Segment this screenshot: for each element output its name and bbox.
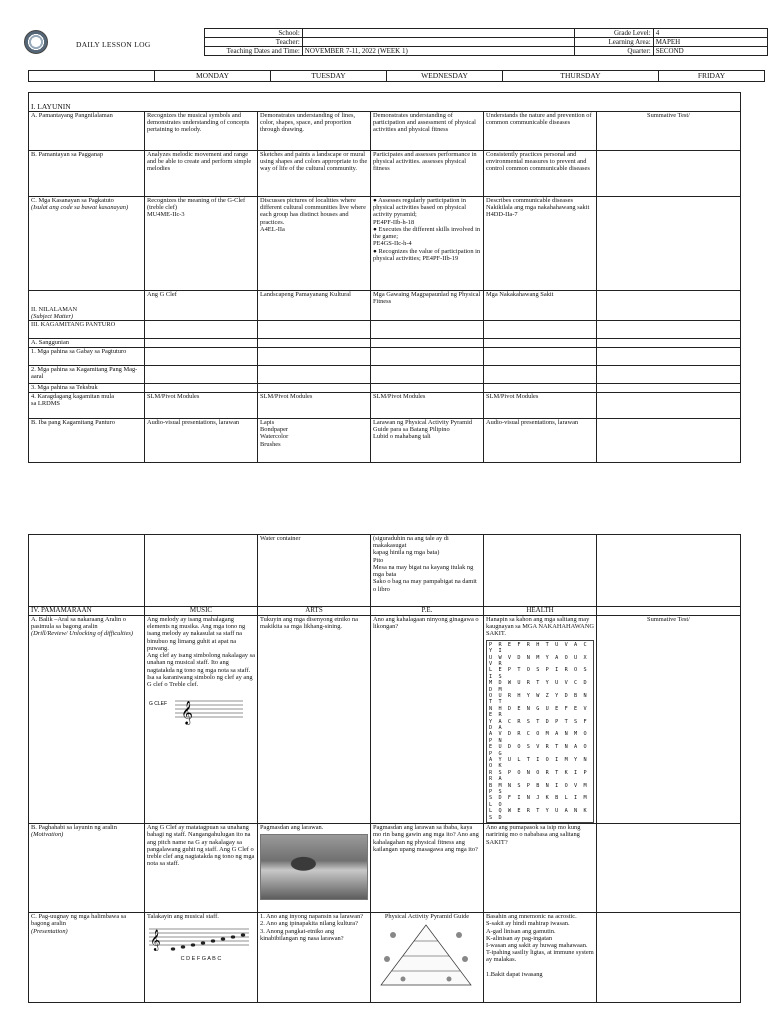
teacher-value xyxy=(302,38,575,47)
cell xyxy=(371,366,484,384)
cell: SLM/Pivot Modules xyxy=(484,393,597,419)
cell: Recognizes the meaning of the G-Clef (treble clef) MU4ME-IIc-3 xyxy=(145,197,258,291)
school-value xyxy=(302,29,575,38)
deped-seal-icon xyxy=(24,30,48,54)
subject-music: MUSIC xyxy=(145,607,258,616)
balik-health-cell xyxy=(484,616,597,824)
cell: Basahin ang mnemonic na acrostic. S-sakit ay hindi mahirap iwasan. A-gad linisan ang gamutin. K-alinisan ay pag-ingatan I-wasan ang sakit ay huwag mahawaan. T-ipahing sasiliy ligtas, at immune system ay malakas. 1.Bakit dapat iwasang xyxy=(484,913,597,1003)
word-search-row: E U D O S V R T N A O P G xyxy=(489,744,589,757)
word-search-grid xyxy=(486,640,594,823)
word-search-row: R S P O N O R T K I P R A xyxy=(489,769,589,783)
cell: Describes communicable diseases Nakikilala ang mga nakahahawang sakit H4DD-IIa-7 xyxy=(484,197,597,291)
word-search-row: A Y U L T I O I M Y N O K xyxy=(489,757,589,770)
learning-area-label: Learning Area: xyxy=(575,38,653,47)
word-search-row: L Q W E R T Y U A N K S D xyxy=(489,808,589,821)
word-search-row: N H D E N G U E F E V E R xyxy=(489,705,589,719)
cell-friday: Summative Test/ xyxy=(597,112,741,151)
grade-level-label: Grade Level: xyxy=(575,29,653,38)
cell: SLM/Pivot Modules xyxy=(258,393,371,419)
cell: Ano ang pumapasok sa isip mo kung naririnig mo o nababasa ang salitang SAKIT? xyxy=(484,824,597,913)
subject-health: HEALTH xyxy=(484,607,597,616)
row-label-kagamitang-panturo: III. KAGAMITANG PANTURO xyxy=(29,321,145,339)
cell: Participates and assesses performance in physical activities. assesses physical fitness xyxy=(371,151,484,197)
cell xyxy=(484,348,597,366)
cell: Lapis Bondpaper Watercolor Brushes xyxy=(258,419,371,463)
pag-uugnay-music-text: Talakayin ang musical staff. xyxy=(147,913,219,921)
pag-uugnay-label: C. Pag-uugnay ng mga halimbawa sa bagong aralin xyxy=(31,913,127,928)
cell: Demonstrates understanding of participation and assessment of physical activities and physical fitness xyxy=(371,112,484,151)
cell xyxy=(258,366,371,384)
cell: Sketches and paints a landscape or mural using shapes and colors appropriate to the way of life of the cultural community. xyxy=(258,151,371,197)
balik-aral-note: (Drill/Review/ Unlocking of difficulties) xyxy=(31,630,134,638)
cell: Analyzes melodic movement and range and be able to create and perform simple melodies xyxy=(145,151,258,197)
word-search-row: U W V D N M Y A O U X V R xyxy=(489,654,589,667)
cell: Pagmasdan ang larawan sa ibaba, kaya mo rin bang gawin ang mga ito? Ano ang kahalagahan ng physical fitness ang kailangan upang masagawa ang mga ito? xyxy=(371,824,484,913)
quarter-value: SECOND xyxy=(653,47,767,56)
header-info-table xyxy=(204,28,768,56)
kasanayan-label: C. Mga Kasanayan sa Pagkatuto xyxy=(31,197,114,204)
cell xyxy=(597,913,741,1003)
cell: Mga Gawaing Magpapaunlad ng Physical Fitness xyxy=(371,291,484,321)
pyramid-title: Physical Activity Pyramid Guide xyxy=(384,913,470,921)
word-search-row: M D W U R T Y U V C D D M xyxy=(489,680,589,693)
row-label-nilalaman xyxy=(29,291,145,321)
cell xyxy=(597,384,741,393)
cell xyxy=(371,348,484,366)
day-tuesday: TUESDAY xyxy=(271,71,387,82)
cell: Landscapeng Pamayanang Kultural xyxy=(258,291,371,321)
g-clef-staff-illustration xyxy=(147,691,247,725)
cell xyxy=(258,339,371,348)
teaching-dates-value: NOVEMBER 7-11, 2022 (WEEK 1) xyxy=(302,47,575,56)
cell xyxy=(484,339,597,348)
cell xyxy=(484,384,597,393)
cell xyxy=(371,321,484,339)
cell: (siguraduhin na ang tale ay di makakasugat kapag hinila ng mga bata) Pito Mesa na may bigat na kayang itulak ng mga bata Sako o bag na may pampabigat na damit o libro xyxy=(371,535,484,607)
pag-uugnay-note: (Presentation) xyxy=(31,927,68,935)
nilalaman-note: (Subject Matter) xyxy=(31,312,74,320)
layunin-label: I. LAYUNIN xyxy=(31,101,71,111)
cultural-community-photo xyxy=(260,834,368,900)
cell xyxy=(484,366,597,384)
learning-area-value: MAPEH xyxy=(653,38,767,47)
cell: 1. Ano ang inyong napansin sa larawan? 2. Ano ang ipinapakita nilang kultura? 3. Anong pangkat-etniko ang kinabibilangan ng nasa larawan? xyxy=(258,913,371,1003)
teaching-dates-label: Teaching Dates and Time: xyxy=(205,47,303,56)
cell xyxy=(597,393,741,419)
pag-uugnay-music-cell xyxy=(145,913,258,1003)
cell xyxy=(597,291,741,321)
cell xyxy=(371,339,484,348)
cell xyxy=(597,151,741,197)
row-label-mga-kasanayan xyxy=(29,197,145,291)
cell: Larawan ng Physical Activity Pyramid Guide para sa Batang Pilipino Lubid o mahabang tali xyxy=(371,419,484,463)
row-label-pag-uugnay xyxy=(29,913,145,1003)
paghahabi-note: (Motivation) xyxy=(31,831,64,839)
cell: Consistently practices personal and environmental measures to prevent and control common communicable diseases xyxy=(484,151,597,197)
cell: Audio-visual presentations, larawan xyxy=(484,419,597,463)
cell xyxy=(597,366,741,384)
row-label-gabay: 1. Mga pahina sa Gabay sa Pagtuturo xyxy=(29,348,145,366)
cell xyxy=(145,384,258,393)
cell: Ano ang kahalagaan ninyong ginagawa o likongan? xyxy=(371,616,484,824)
word-search-row: L E P T O S P I R O S I S xyxy=(489,667,589,680)
cell: SLM/Pivot Modules xyxy=(145,393,258,419)
layunin-heading xyxy=(29,93,741,112)
cell: Understands the nature and prevention of common communicable diseases xyxy=(484,112,597,151)
cell: Mga Nakakahawang Sakit xyxy=(484,291,597,321)
physical-activity-pyramid-illustration xyxy=(373,921,479,991)
cell xyxy=(484,321,597,339)
lesson-table-page-1 xyxy=(28,92,741,463)
paghahabi-arts-text: Pagmasdan ang larawan. xyxy=(260,824,324,832)
day-header-table xyxy=(28,70,765,82)
paghahabi-arts-cell xyxy=(258,824,371,913)
cell: Water container xyxy=(258,535,371,607)
day-friday: FRIDAY xyxy=(659,71,765,82)
day-wednesday: WEDNESDAY xyxy=(387,71,503,82)
day-header-blank xyxy=(29,71,155,82)
cell xyxy=(29,535,145,607)
cell xyxy=(371,384,484,393)
cell-friday: Summative Test/ xyxy=(597,616,741,824)
staff-note-names: C D E F G A B C xyxy=(180,955,222,962)
pamamaraan-label: IV. PAMAMARAAN xyxy=(29,607,145,616)
cell xyxy=(597,197,741,291)
row-label-balik-aral xyxy=(29,616,145,824)
balik-health-text: Hanapin sa kahon ang mga salitang may kaugnayan sa MGA NAKAHAHAWANG SAKIT. xyxy=(486,616,594,638)
balik-music-cell xyxy=(145,616,258,824)
musical-staff-illustration xyxy=(147,923,251,953)
cell xyxy=(258,321,371,339)
subject-pe: P.E. xyxy=(371,607,484,616)
cell: Ang G Clef ay matatagpuan sa unahang bahagi ng staff. Nangangahulugan ito na ang pitch name na G ay nakalagay sa pangalawang guhit ng staff. Ang G Clef o treble clef ang nagtatakda ng tono ng mga nota sa staff. xyxy=(145,824,258,913)
word-search-row: Y A C R S T D P T S F D A xyxy=(489,718,589,731)
lesson-table-page-2 xyxy=(28,534,741,1003)
cell: Demonstrates understanding of lines, color, shapes, space, and proportion through drawing. xyxy=(258,112,371,151)
day-monday: MONDAY xyxy=(155,71,271,82)
row-label-teksbuk: 3. Mga pahina sa Teksbuk xyxy=(29,384,145,393)
cell xyxy=(258,384,371,393)
cell: ● Assesses regularly participation in physical activities based on physical activity pyramid; PE4PF-IIb-h-18 ● Executes the different skills involved in the game; PE4GS-IIc-h-4 ● Recognizes the value of participation in physical activities; PE4PF-IIb-19 xyxy=(371,197,484,291)
grade-level-value: 4 xyxy=(653,29,767,38)
balik-aral-label: A. Balik –Aral sa nakaraang Aralin o pasimula sa bagong aralin xyxy=(31,616,126,631)
cell xyxy=(145,321,258,339)
cell: Recognizes the musical symbols and demonstrates understanding of concepts pertaining to melody. xyxy=(145,112,258,151)
row-label-sanggunian: A. Sanggunian xyxy=(29,339,145,348)
cell xyxy=(597,824,741,913)
cell xyxy=(597,348,741,366)
word-search-row: A V D R C O M A N M O P N xyxy=(489,731,589,744)
row-label-lrdms: 4. Karagdagang kagamitan mula sa LRDMS xyxy=(29,393,145,419)
school-label: School: xyxy=(205,29,303,38)
subject-arts: ARTS xyxy=(258,607,371,616)
pag-uugnay-pe-cell xyxy=(371,913,484,1003)
document-title: DAILY LESSON LOG xyxy=(76,40,151,49)
cell xyxy=(597,419,741,463)
paghahabi-label: B. Paghahabi sa layunin ng aralin xyxy=(31,824,117,832)
cell xyxy=(145,366,258,384)
subject-friday xyxy=(597,607,741,616)
word-search-row: B M N S P B N I O V M P S xyxy=(489,782,589,796)
g-clef-caption: G CLEF xyxy=(149,701,168,708)
cell xyxy=(145,348,258,366)
cell: Discusses pictures of localities where different cultural communities live where each group has distinct houses and practices. A4EL-IIa xyxy=(258,197,371,291)
teacher-label: Teacher: xyxy=(205,38,303,47)
row-label-pamantayang-pangnilalaman: A. Pamantayang Pangnilalaman xyxy=(29,112,145,151)
word-search-row: P R E F R H T U V A C Y I xyxy=(489,641,589,655)
cell xyxy=(145,535,258,607)
cell: SLM/Pivot Modules xyxy=(371,393,484,419)
quarter-label: Quarter: xyxy=(575,47,653,56)
treble-clef-icon: 𝄞 xyxy=(181,700,193,725)
cell xyxy=(597,321,741,339)
word-search-row: O U R H Y W Z Y D B N T T xyxy=(489,692,589,706)
cell: Ang G Clef xyxy=(145,291,258,321)
balik-music-text: Ang melody ay isang mahalagang elements ng musika. Ang mga tono ng isang melody ay nakasulat sa staff na binubuo ng limang guhit at apat na puwang. Ang clef ay isang simbolong nakalagay sa unahan ng musical staff. Ito ang nagtatakda ng tono ng mga nota sa staff. Isa sa karaniwang simbolo ng clef ay ang G clef o Treble clef. xyxy=(147,616,255,689)
treble-clef-icon: 𝄞 xyxy=(150,930,161,952)
kasanayan-note: (Isulat ang code sa bawat kasanayan) xyxy=(31,204,129,212)
cell: Tukuyin ang mga disenyong etniko na makikita sa mga likhang-sining. xyxy=(258,616,371,824)
cell xyxy=(258,348,371,366)
cell xyxy=(597,339,741,348)
row-label-kagamitang-mag-aaral: 2. Mga pahina sa Kagamitang Pang Mag-aaral xyxy=(29,366,145,384)
cell xyxy=(145,339,258,348)
row-label-pamantayan-sa-pagganap: B. Pamantayan sa Pagganap xyxy=(29,151,145,197)
cell xyxy=(597,535,741,607)
day-thursday: THURSDAY xyxy=(503,71,659,82)
nilalaman-label: II. NILALAMAN xyxy=(31,305,78,313)
row-label-iba-pang-kagamitan: B. Iba pang Kagamitang Panturo xyxy=(29,419,145,463)
word-search-row: S D F I N J K B L I M L O xyxy=(489,795,589,808)
cell xyxy=(484,535,597,607)
row-label-paghahabi xyxy=(29,824,145,913)
cell: Audio-visual presentations, larawan xyxy=(145,419,258,463)
